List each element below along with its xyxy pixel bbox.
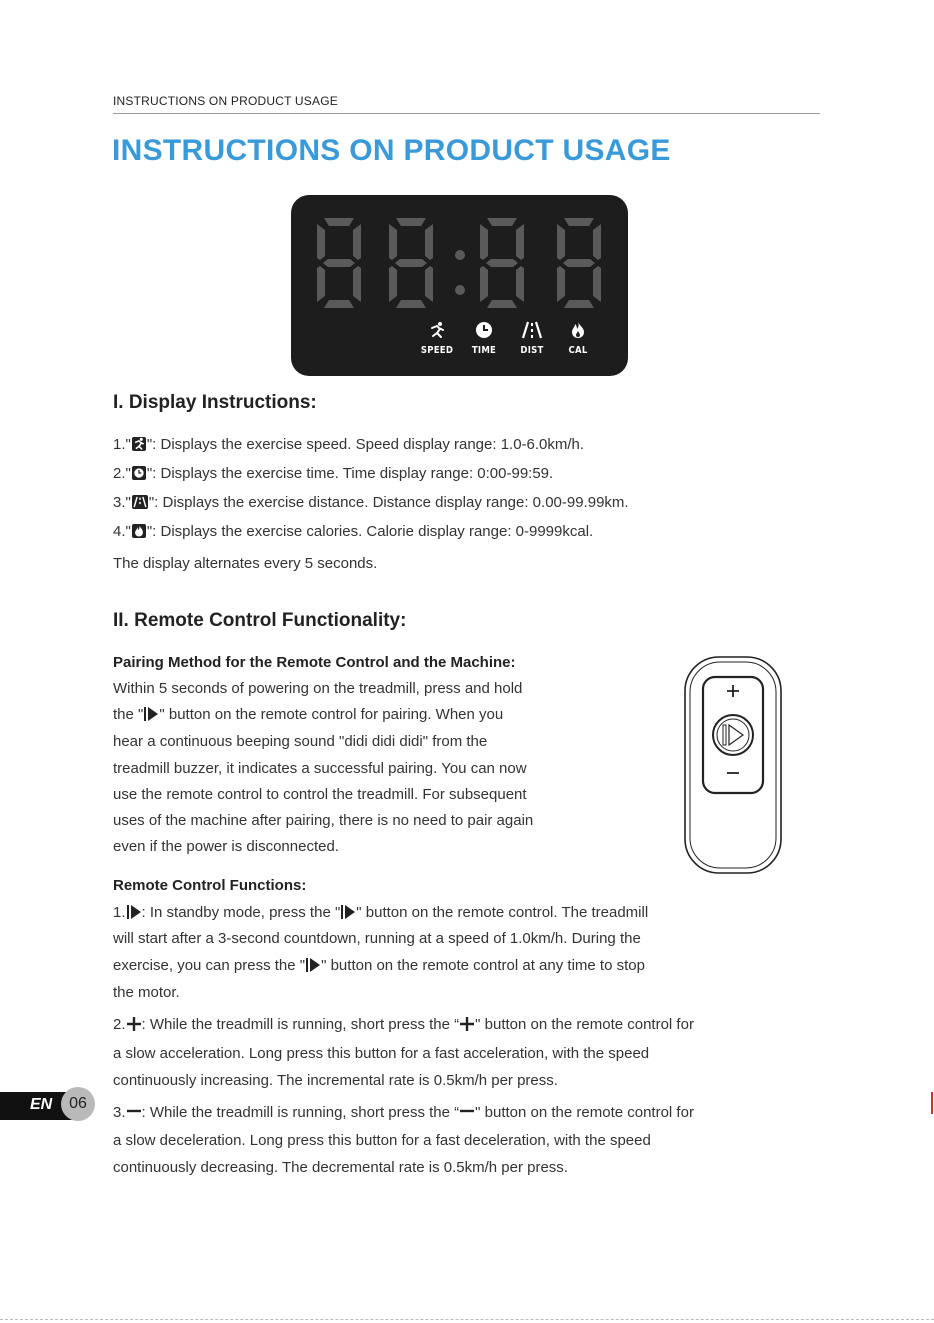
section2-heading-wrap (113, 610, 406, 632)
speed-label: SPEED (420, 345, 454, 356)
language-label: EN (30, 1096, 53, 1113)
play-pause-icon (305, 957, 321, 973)
section2-heading: II. Remote Control Functionality: (113, 610, 407, 631)
play-pause-icon (143, 706, 159, 722)
road-icon (521, 321, 543, 339)
line-text: : In standby mode, press the " (141, 904, 341, 921)
line-text: " button on the remote control at any time to stop (321, 957, 645, 974)
function2-line-1 (113, 1016, 694, 1033)
line-text: exercise, you can press the " (113, 957, 306, 974)
function1-line-3 (113, 957, 645, 974)
page-title: INSTRUCTIONS ON PRODUCT USAGE (112, 134, 671, 167)
time-label: TIME (471, 345, 497, 356)
display-note: The display alternates every 5 seconds. (113, 555, 378, 572)
speed-indicator (417, 321, 457, 356)
seven-segment-digits (291, 213, 628, 313)
line-text: " button on the remote control for (475, 1016, 694, 1033)
pairing-line-6: uses of the machine after pairing, there is no need to pair again (113, 812, 534, 829)
item-text: ": Displays the exercise calories. Calorie display range: 0-9999kcal. (146, 523, 594, 540)
running-person-icon (132, 437, 146, 451)
header-divider (113, 113, 820, 114)
functions-heading: Remote Control Functions: (113, 877, 307, 894)
play-pause-icon (126, 904, 142, 920)
item-number: 1. (113, 904, 126, 921)
pairing-line-5: use the remote control to control the treadmill. For subsequent (113, 786, 527, 803)
display-item-calories (113, 523, 593, 540)
page-number: 06 (61, 1087, 95, 1121)
function1-line-1 (113, 904, 648, 921)
distance-label: DIST (520, 345, 544, 356)
section1-heading: I. Display Instructions: (113, 392, 317, 413)
plus-icon (126, 1016, 142, 1032)
section1-heading-wrap (113, 392, 317, 414)
pairing-line-3: hear a continuous beeping sound "didi didi didi" from the (113, 733, 488, 750)
running-person-icon (428, 321, 446, 339)
function1-line-2: will start after a 3-second countdown, running at a speed of 1.0km/h. During the (113, 930, 641, 947)
display-item-distance (113, 494, 629, 511)
play-pause-icon (340, 904, 356, 920)
function1-line-4: the motor. (113, 984, 180, 1001)
line-text: " button on the remote control for pairing. When you (159, 706, 504, 723)
minus-icon (126, 1104, 142, 1120)
flame-icon (569, 321, 587, 339)
item-text: ": Displays the exercise distance. Distance display range: 0.00-99.99km. (148, 494, 629, 511)
item-text: ": Displays the exercise time. Time display range: 0:00-99:59. (146, 465, 554, 482)
line-text: " button on the remote control for (475, 1104, 694, 1121)
line-text: : While the treadmill is running, short press the “ (141, 1104, 460, 1121)
minus-icon (459, 1104, 475, 1120)
flame-icon (132, 524, 146, 538)
pairing-line-4: treadmill buzzer, it indicates a successful pairing. You can now (113, 760, 527, 777)
item-prefix: 1." (113, 436, 131, 453)
calorie-indicator (558, 321, 598, 356)
item-prefix: 4." (113, 523, 131, 540)
road-icon (132, 495, 148, 509)
pairing-line-2 (113, 706, 503, 723)
indicator-row (291, 321, 628, 371)
clock-icon (132, 466, 146, 480)
item-prefix: 3." (113, 494, 131, 511)
calorie-label: CAL (568, 345, 588, 356)
distance-indicator (512, 321, 552, 356)
function3-line-3: continuously decreasing. The decremental rate is 0.5km/h per press. (113, 1159, 568, 1176)
line-text: " button on the remote control. The treadmill (356, 904, 649, 921)
item-text: ": Displays the exercise speed. Speed display range: 1.0-6.0km/h. (146, 436, 585, 453)
remote-control-illustration (683, 655, 783, 875)
line-prefix: the " (113, 706, 144, 723)
display-item-time (113, 465, 553, 482)
function2-line-2: a slow acceleration. Long press this button for a fast acceleration, with the speed (113, 1045, 650, 1062)
function3-line-2: a slow deceleration. Long press this button for a fast deceleration, with the speed (113, 1132, 651, 1149)
function3-line-1 (113, 1104, 694, 1121)
edge-marker (931, 1092, 933, 1114)
running-header: INSTRUCTIONS ON PRODUCT USAGE (113, 94, 338, 108)
display-panel-image (291, 195, 628, 376)
function2-line-3: continuously increasing. The incremental rate is 0.5km/h per press. (113, 1072, 558, 1089)
bottom-dashed-rule (0, 1319, 934, 1320)
plus-icon (459, 1016, 475, 1032)
pairing-line-1: Within 5 seconds of powering on the treadmill, press and hold (113, 680, 523, 697)
pairing-heading: Pairing Method for the Remote Control and the Machine: (113, 654, 516, 671)
time-indicator (464, 321, 504, 356)
clock-icon (475, 321, 493, 339)
item-prefix: 2." (113, 465, 131, 482)
item-number: 2. (113, 1016, 126, 1033)
item-number: 3. (113, 1104, 126, 1121)
line-text: : While the treadmill is running, short press the “ (141, 1016, 460, 1033)
display-item-speed (113, 436, 584, 453)
pairing-line-7: even if the power is disconnected. (113, 838, 339, 855)
